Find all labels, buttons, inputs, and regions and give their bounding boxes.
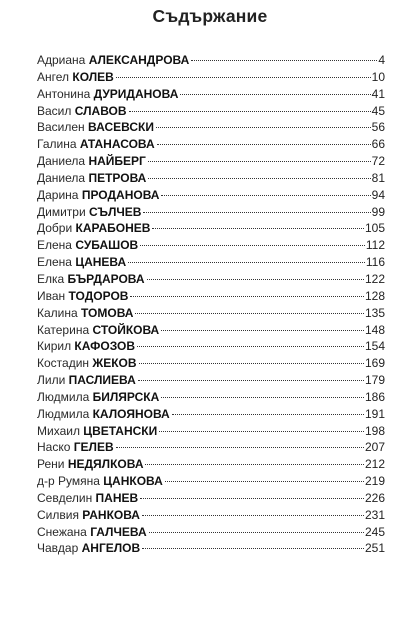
toc-entry[interactable]	[37, 322, 385, 339]
author-name	[37, 322, 159, 339]
author-last-name: КОЛЕВ	[72, 69, 114, 84]
dot-leader	[139, 363, 364, 364]
page-number: 231	[364, 507, 385, 522]
author-first-name: Наско	[37, 440, 71, 455]
dot-leader	[142, 548, 364, 549]
toc-entry[interactable]	[37, 103, 385, 120]
toc-entry[interactable]	[37, 406, 385, 423]
author-first-name: Людмила	[37, 389, 90, 404]
page-number: 198	[364, 423, 385, 438]
page-title: Съдържание	[152, 6, 268, 26]
author-first-name: Антонина	[37, 86, 91, 101]
author-first-name: Елена	[37, 255, 72, 270]
author-last-name: ПРОДАНОВА	[81, 187, 160, 202]
toc-entry[interactable]	[37, 456, 385, 473]
author-first-name: Василен	[37, 120, 85, 135]
dot-leader	[148, 161, 371, 162]
author-last-name: КАЛОЯНОВА	[92, 406, 170, 421]
dot-leader	[161, 330, 364, 331]
dot-leader	[165, 481, 364, 482]
author-last-name: ГЕЛЕВ	[73, 440, 114, 455]
dot-leader	[152, 228, 364, 229]
dot-leader	[130, 296, 364, 297]
page-number: 212	[364, 457, 385, 472]
author-name	[37, 338, 135, 355]
author-first-name: Кирил	[37, 339, 72, 354]
dot-leader	[143, 212, 370, 213]
toc-entry[interactable]	[37, 389, 385, 406]
page-number: 219	[364, 474, 385, 489]
author-name	[37, 237, 138, 254]
author-last-name: АТАНАСОВА	[79, 137, 155, 152]
dot-leader	[145, 464, 363, 465]
author-first-name: Васил	[37, 103, 72, 118]
author-name	[37, 86, 178, 103]
toc-entry[interactable]	[37, 69, 385, 86]
toc-entry[interactable]	[37, 338, 385, 355]
page-number: 116	[365, 255, 385, 270]
author-first-name: Силвия	[37, 507, 79, 522]
author-name	[37, 524, 147, 541]
dot-leader	[138, 380, 364, 381]
author-last-name: НЕДЯЛКОВА	[67, 457, 144, 472]
page-number: 81	[371, 170, 385, 185]
page-number: 128	[364, 288, 385, 303]
author-last-name: БИЛЯРСКА	[92, 389, 160, 404]
toc-entry[interactable]	[37, 305, 385, 322]
page-number: 154	[364, 339, 385, 354]
page-number: 148	[364, 322, 385, 337]
author-name	[37, 372, 136, 389]
toc-entry[interactable]	[37, 153, 385, 170]
toc-entry[interactable]	[37, 86, 385, 103]
dot-leader	[116, 77, 371, 78]
author-last-name: ПЕТРОВА	[88, 170, 147, 185]
dot-leader	[180, 94, 370, 95]
page-number: 226	[364, 490, 385, 505]
toc-entry[interactable]	[37, 423, 385, 440]
author-last-name: РАНКОВА	[82, 507, 140, 522]
toc-entry[interactable]	[37, 119, 385, 136]
toc-entry[interactable]	[37, 288, 385, 305]
author-name	[37, 456, 143, 473]
author-name	[37, 389, 159, 406]
author-name	[37, 406, 170, 423]
dot-leader	[135, 313, 364, 314]
author-last-name: СЛАВОВ	[74, 103, 127, 118]
dot-leader	[161, 397, 364, 398]
author-last-name: ЦВЕТАНСКИ	[83, 423, 158, 438]
author-last-name: ГАЛЧЕВА	[90, 524, 147, 539]
dot-leader	[129, 111, 371, 112]
author-first-name: Даниела	[37, 154, 86, 169]
toc-entry[interactable]	[37, 254, 385, 271]
author-name	[37, 439, 114, 456]
author-name	[37, 187, 159, 204]
toc-entry[interactable]	[37, 187, 385, 204]
author-last-name: ПАСЛИЕВА	[68, 373, 136, 388]
author-name	[37, 355, 137, 372]
author-last-name: ЦАНЕВА	[75, 255, 127, 270]
author-first-name: Елена	[37, 238, 72, 253]
page-number: 4	[378, 53, 385, 67]
dot-leader	[128, 262, 365, 263]
dot-leader	[191, 60, 377, 61]
dot-leader	[148, 178, 370, 179]
author-last-name: БЪРДАРОВА	[67, 271, 145, 286]
author-last-name: СУБАШОВ	[75, 238, 139, 253]
page-number: 99	[371, 204, 385, 219]
author-name	[37, 69, 114, 86]
author-name	[37, 170, 146, 187]
author-last-name: КАРАБОНЕВ	[75, 221, 151, 236]
author-first-name: Елка	[37, 271, 65, 286]
author-first-name: Галина	[37, 137, 77, 152]
page-number: 66	[371, 137, 385, 152]
page-number: 112	[365, 238, 385, 253]
toc-entry[interactable]	[37, 540, 385, 557]
author-name	[37, 507, 140, 524]
author-last-name: ТОМОВА	[81, 305, 134, 320]
page-number: 45	[371, 103, 385, 118]
page-number: 41	[371, 86, 385, 101]
author-last-name: ТОДОРОВ	[68, 288, 129, 303]
author-name	[37, 271, 145, 288]
dot-leader	[159, 431, 364, 432]
author-first-name: Рени	[37, 457, 65, 472]
dot-leader	[116, 447, 364, 448]
page-number: 207	[364, 440, 385, 455]
author-first-name: Снежана	[37, 524, 87, 539]
toc-entry[interactable]	[37, 490, 385, 507]
page-number: 135	[364, 305, 385, 320]
author-last-name: СЪЛЧЕВ	[89, 204, 142, 219]
dot-leader	[157, 144, 371, 145]
toc-entry[interactable]	[37, 473, 385, 490]
author-last-name: ПАНЕВ	[95, 490, 139, 505]
author-first-name: Михаил	[37, 423, 80, 438]
page-number: 72	[371, 154, 385, 169]
author-last-name: АЛЕКСАНДРОВА	[88, 53, 190, 67]
author-first-name: Лили	[37, 373, 66, 388]
author-last-name: АНГЕЛОВ	[81, 541, 141, 556]
toc-entry[interactable]	[37, 524, 385, 541]
author-last-name: ЦАНКОВА	[103, 474, 163, 489]
page-number: 245	[364, 524, 385, 539]
table-of-contents	[37, 52, 385, 557]
dot-leader	[140, 498, 364, 499]
dot-leader	[172, 414, 364, 415]
author-first-name: Ангел	[37, 69, 70, 84]
author-last-name: СТОЙКОВА	[92, 322, 160, 337]
page-number: 105	[364, 221, 385, 236]
author-first-name: Дарина	[37, 187, 79, 202]
author-first-name: Севделин	[37, 490, 93, 505]
page-number: 251	[364, 541, 385, 556]
author-first-name: Людмила	[37, 406, 90, 421]
page-number: 191	[364, 406, 385, 421]
page-number: 169	[364, 356, 385, 371]
author-last-name: КАФОЗОВ	[74, 339, 136, 354]
author-name	[37, 52, 189, 69]
author-name	[37, 153, 146, 170]
author-first-name: Добри	[37, 221, 73, 236]
toc-entry[interactable]	[37, 204, 385, 221]
toc-entry[interactable]	[37, 220, 385, 237]
author-first-name: Димитри	[37, 204, 86, 219]
author-last-name: ЖЕКОВ	[92, 356, 137, 371]
dot-leader	[149, 532, 364, 533]
page-number: 10	[371, 69, 385, 84]
author-name	[37, 220, 150, 237]
toc-entry[interactable]	[37, 372, 385, 389]
dot-leader	[147, 279, 364, 280]
author-last-name: НАЙБЕРГ	[88, 154, 146, 169]
author-first-name: д-р Румяна	[37, 474, 100, 489]
author-first-name: Иван	[37, 288, 66, 303]
author-first-name: Даниела	[37, 170, 86, 185]
author-name	[37, 288, 128, 305]
dot-leader	[142, 515, 364, 516]
page-number: 186	[364, 389, 385, 404]
toc-entry[interactable]	[37, 237, 385, 254]
author-name	[37, 136, 155, 153]
author-name	[37, 254, 126, 271]
author-name	[37, 305, 133, 322]
toc-entry[interactable]	[37, 355, 385, 372]
dot-leader	[156, 127, 371, 128]
dot-leader	[161, 195, 370, 196]
author-name	[37, 473, 163, 490]
author-name	[37, 490, 138, 507]
page-number: 122	[364, 271, 385, 286]
author-last-name: ДУРИДАНОВА	[93, 86, 179, 101]
page-number: 56	[371, 120, 385, 135]
author-first-name: Чавдар	[37, 541, 79, 556]
author-first-name: Костадин	[37, 356, 90, 371]
toc-entry[interactable]	[37, 136, 385, 153]
author-name	[37, 103, 127, 120]
toc-entry[interactable]	[37, 271, 385, 288]
dot-leader	[140, 245, 365, 246]
author-name	[37, 204, 141, 221]
dot-leader	[137, 346, 364, 347]
toc-entry[interactable]	[37, 507, 385, 524]
author-name	[37, 540, 140, 557]
author-last-name: ВАСЕВСКИ	[88, 120, 154, 135]
toc-entry[interactable]	[37, 52, 385, 69]
author-name	[37, 423, 157, 440]
toc-entry[interactable]	[37, 170, 385, 187]
author-first-name: Катерина	[37, 322, 90, 337]
page-number: 179	[364, 373, 385, 388]
author-first-name: Калина	[37, 305, 78, 320]
author-name	[37, 119, 154, 136]
page-number: 94	[371, 187, 385, 202]
toc-entry[interactable]	[37, 439, 385, 456]
author-first-name: Адриана	[37, 53, 86, 67]
